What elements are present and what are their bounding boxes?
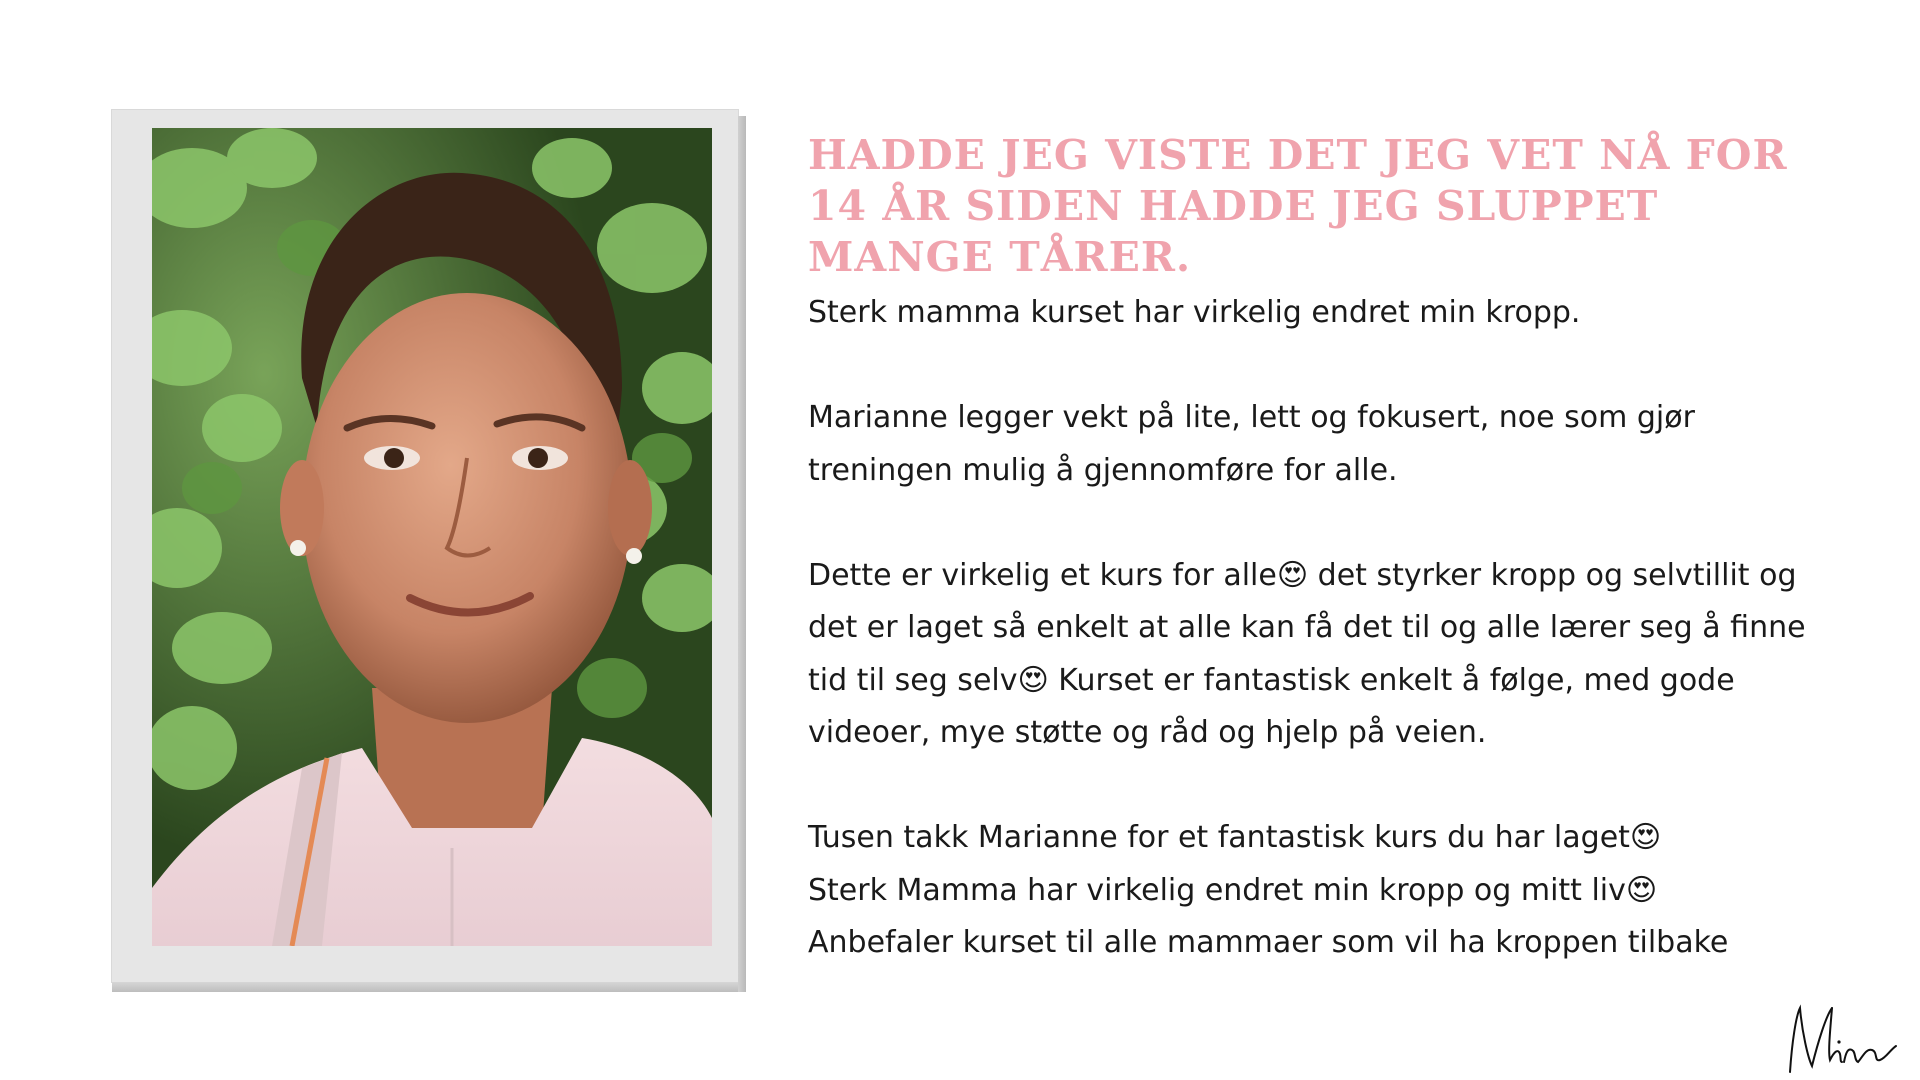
testimonial-paragraph: Dette er virkelig et kurs for alle😍 det styrker kropp og selvtillit og det er laget så enkelt at alle kan få det til og alle lærer seg å finne tid til seg selv😍 Kurset er fantastisk enkelt å følge, med gode videoer, mye støtte og råd og hjelp på veien. bbox=[808, 557, 1806, 750]
closing-line: Sterk Mamma har virkelig endret min kropp og mitt liv😍 bbox=[808, 872, 1658, 908]
signature-drawing bbox=[1782, 1002, 1902, 1078]
photo-frame bbox=[112, 110, 738, 982]
testimonial-paragraph: Marianne legger vekt på lite, lett og fokusert, noe som gjør treningen mulig å gjennomføre for alle. bbox=[808, 400, 1695, 488]
handwritten-signature bbox=[1782, 1002, 1902, 1078]
frame-side-shadow bbox=[738, 116, 746, 992]
testimonial-headline: HADDE JEG VISTE DET JEG VET NÅ FOR 14 ÅR SIDEN HADDE JEG SLUPPET MANGE TÅRER. bbox=[808, 131, 1788, 281]
paragraph-gap bbox=[808, 760, 1813, 813]
paragraph-gap bbox=[808, 340, 1813, 393]
testimonial-paragraph: Sterk mamma kurset har virkelig endret min kropp. bbox=[808, 295, 1581, 330]
closing-line: Anbefaler kurset til alle mammaer som vil ha kroppen tilbake bbox=[808, 925, 1729, 960]
portrait-photo bbox=[152, 128, 712, 946]
portrait-illustration bbox=[152, 128, 712, 946]
paragraph-gap bbox=[808, 497, 1813, 550]
frame-bottom-edge bbox=[112, 982, 738, 992]
closing-line: Tusen takk Marianne for et fantastisk kurs du har laget😍 bbox=[808, 820, 1662, 855]
testimonial-body bbox=[808, 287, 1813, 970]
